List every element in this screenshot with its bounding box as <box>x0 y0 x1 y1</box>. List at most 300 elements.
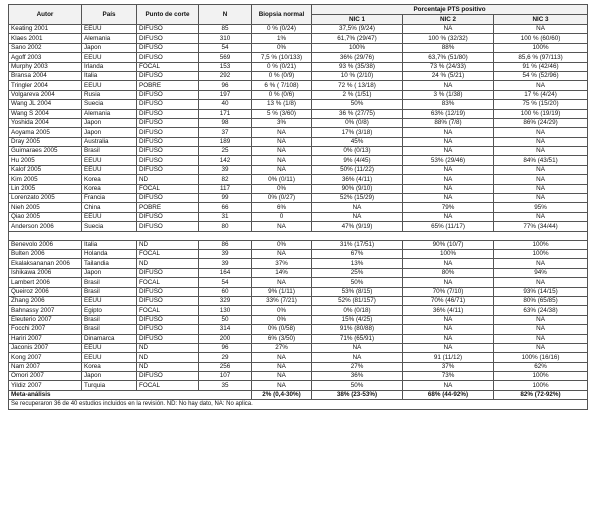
cell-n: 292 <box>199 71 252 80</box>
cell-pais: EEUU <box>82 353 137 362</box>
cell-biopsia-normal: 1% <box>252 34 312 43</box>
header-nic3: NIC 3 <box>494 15 588 25</box>
cell-n: 39 <box>199 165 252 174</box>
cell-punto-de-corte: DIFUSO <box>137 43 199 52</box>
cell-biopsia-normal: 0% <box>252 240 312 249</box>
cell-biopsia-normal: 9% (1/11) <box>252 287 312 296</box>
cell-autor: Wang JL 2004 <box>9 100 82 109</box>
cell-biopsia-normal: NA <box>252 362 312 371</box>
cell-nic1: 52% (15/29) <box>312 194 403 203</box>
cell-n: 171 <box>199 109 252 118</box>
cell-nic3: 100% <box>494 249 588 258</box>
cell-n: 189 <box>199 137 252 146</box>
cell-pais: Brasil <box>82 315 137 324</box>
cell-nic2: NA <box>403 212 494 221</box>
cell-nic3: 100% (16/16) <box>494 353 588 362</box>
footnote-row <box>9 400 588 409</box>
cell-nic3: 62% <box>494 362 588 371</box>
cell-nic1: 13% <box>312 259 403 268</box>
cell-punto-de-corte: DIFUSO <box>137 325 199 334</box>
cell-punto-de-corte: FOCAL <box>137 62 199 71</box>
cell-nic3: 100% <box>494 43 588 52</box>
cell-n: 200 <box>199 334 252 343</box>
cell-pais: EEUU <box>82 156 137 165</box>
cell-autor: Wang S 2004 <box>9 109 82 118</box>
cell-autor: Agoff 2003 <box>9 53 82 62</box>
cell-pais: EEUU <box>82 53 137 62</box>
cell-autor: Kim 2005 <box>9 175 82 184</box>
cell-n: 54 <box>199 278 252 287</box>
table-row <box>9 306 588 315</box>
cell-n: 142 <box>199 156 252 165</box>
cell-autor: Volgareva 2004 <box>9 90 82 99</box>
cell-punto-de-corte: DIFUSO <box>137 25 199 34</box>
cell-autor: Lambert 2006 <box>9 278 82 287</box>
cell-punto-de-corte: DIFUSO <box>137 53 199 62</box>
cell-nic2: 83% <box>403 100 494 109</box>
cell-punto-de-corte: DIFUSO <box>137 212 199 221</box>
cell-nic2: NA <box>403 315 494 324</box>
cell-autor: Tringler 2004 <box>9 81 82 90</box>
cell-nic2: 37% <box>403 362 494 371</box>
cell-nic1: 0% (0/8) <box>312 118 403 127</box>
table-row <box>9 212 588 221</box>
cell-pais: EEUU <box>82 343 137 352</box>
cell-autor: Bulten 2006 <box>9 249 82 258</box>
table-row <box>9 353 588 362</box>
cell-autor: Bahnassy 2007 <box>9 306 82 315</box>
cell-nic2: 91 (11/12) <box>403 353 494 362</box>
cell-n: 329 <box>199 296 252 305</box>
cell-pais: Japon <box>82 118 137 127</box>
cell-autor: Hariri 2007 <box>9 334 82 343</box>
table-footer <box>9 390 588 409</box>
cell-nic2: 88% (7/8) <box>403 118 494 127</box>
cell-biopsia-normal: NA <box>252 222 312 231</box>
cell-nic1: 0% (0/18) <box>312 306 403 315</box>
cell-pais: Japon <box>82 268 137 277</box>
cell-biopsia-normal: NA <box>252 278 312 287</box>
table-row <box>9 109 588 118</box>
cell-punto-de-corte: DIFUSO <box>137 118 199 127</box>
cell-biopsia-normal: NA <box>252 147 312 156</box>
header-autor: Autor <box>9 5 82 25</box>
cell-n: 98 <box>199 118 252 127</box>
meta-analysis-biopsia: 2% (0,4-30%) <box>252 390 312 399</box>
table-row <box>9 343 588 352</box>
meta-analysis-nic2: 68% (44-92%) <box>403 390 494 399</box>
cell-biopsia-normal: NA <box>252 372 312 381</box>
table-row <box>9 81 588 90</box>
cell-autor: Queiroz 2006 <box>9 287 82 296</box>
cell-nic2: NA <box>403 25 494 34</box>
cell-autor: Dray 2005 <box>9 137 82 146</box>
cell-n: 130 <box>199 306 252 315</box>
cell-punto-de-corte: FOCAL <box>137 278 199 287</box>
cell-autor: Jaconis 2007 <box>9 343 82 352</box>
cell-nic2: 79% <box>403 203 494 212</box>
cell-n: 153 <box>199 62 252 71</box>
cell-biopsia-normal: 33% (7/21) <box>252 296 312 305</box>
cell-pais: EEUU <box>82 296 137 305</box>
cell-nic1: 36% <box>312 372 403 381</box>
cell-nic1: 52% (81/157) <box>312 296 403 305</box>
cell-pais: Alemania <box>82 34 137 43</box>
cell-n: 31 <box>199 212 252 221</box>
cell-nic3: NA <box>494 25 588 34</box>
table-row <box>9 62 588 71</box>
cell-n: 39 <box>199 249 252 258</box>
cell-nic2: 3 % (1/38) <box>403 90 494 99</box>
cell-nic1: 25% <box>312 268 403 277</box>
table-row <box>9 372 588 381</box>
table-row <box>9 334 588 343</box>
cell-nic3: NA <box>494 325 588 334</box>
cell-nic1: NA <box>312 353 403 362</box>
meta-analysis-row <box>9 390 588 399</box>
cell-n: 37 <box>199 128 252 137</box>
table-row <box>9 381 588 390</box>
cell-biopsia-normal: 0% <box>252 43 312 52</box>
cell-biopsia-normal: 37% <box>252 259 312 268</box>
cell-autor: Focchi 2007 <box>9 325 82 334</box>
cell-autor: Nam 2007 <box>9 362 82 371</box>
table-row <box>9 240 588 249</box>
cell-nic2: 70% (7/10) <box>403 287 494 296</box>
cell-biopsia-normal: 0 % (0/9) <box>252 71 312 80</box>
cell-nic3: NA <box>494 81 588 90</box>
cell-n: 25 <box>199 147 252 156</box>
cell-pais: Brasil <box>82 278 137 287</box>
cell-autor: Aoyama 2005 <box>9 128 82 137</box>
cell-nic3: 100 % (60/60) <box>494 34 588 43</box>
table-row <box>9 156 588 165</box>
cell-nic3: NA <box>494 128 588 137</box>
cell-nic1: 37,5% (9/24) <box>312 25 403 34</box>
cell-n: 66 <box>199 203 252 212</box>
cell-punto-de-corte: DIFUSO <box>137 109 199 118</box>
cell-autor: Nieh 2005 <box>9 203 82 212</box>
cell-pais: EEUU <box>82 165 137 174</box>
cell-nic3: NA <box>494 278 588 287</box>
cell-punto-de-corte: DIFUSO <box>137 137 199 146</box>
cell-n: 29 <box>199 353 252 362</box>
cell-biopsia-normal: 0% (0/27) <box>252 194 312 203</box>
cell-n: 96 <box>199 81 252 90</box>
cell-nic1: 10 % (2/10) <box>312 71 403 80</box>
cell-nic3: 100% <box>494 240 588 249</box>
cell-nic3: NA <box>494 184 588 193</box>
cell-biopsia-normal: 6% (3/50) <box>252 334 312 343</box>
cell-pais: Italia <box>82 71 137 80</box>
cell-nic2: NA <box>403 278 494 287</box>
table-row <box>9 315 588 324</box>
cell-biopsia-normal: NA <box>252 156 312 165</box>
table-row <box>9 118 588 127</box>
cell-nic2: NA <box>403 259 494 268</box>
separator-row <box>9 231 588 240</box>
cell-nic2: NA <box>403 175 494 184</box>
cell-nic2: NA <box>403 184 494 193</box>
header-nic1: NIC 1 <box>312 15 403 25</box>
cell-nic1: 27% <box>312 362 403 371</box>
cell-nic1: 50% <box>312 278 403 287</box>
separator-cell <box>9 231 588 240</box>
cell-pais: Tailandia <box>82 259 137 268</box>
cell-pais: Brasil <box>82 325 137 334</box>
cell-nic3: 94% <box>494 268 588 277</box>
cell-n: 197 <box>199 90 252 99</box>
cell-n: 82 <box>199 175 252 184</box>
cell-pais: EEUU <box>82 81 137 90</box>
cell-nic1: 53% (8/15) <box>312 287 403 296</box>
cell-n: 314 <box>199 325 252 334</box>
cell-autor: Anderson 2006 <box>9 222 82 231</box>
cell-punto-de-corte: ND <box>137 343 199 352</box>
cell-nic1: 9% (4/45) <box>312 156 403 165</box>
cell-autor: Yoshida 2004 <box>9 118 82 127</box>
cell-nic1: NA <box>312 212 403 221</box>
table-row <box>9 25 588 34</box>
cell-nic3: NA <box>494 147 588 156</box>
cell-n: 164 <box>199 268 252 277</box>
cell-nic2: 63,7% (51/80) <box>403 53 494 62</box>
cell-n: 39 <box>199 259 252 268</box>
cell-nic1: NA <box>312 203 403 212</box>
cell-pais: Brasil <box>82 287 137 296</box>
cell-autor: Eleuterio 2007 <box>9 315 82 324</box>
table-body-group-1 <box>9 25 588 232</box>
cell-autor: Zhang 2006 <box>9 296 82 305</box>
cell-punto-de-corte: ND <box>137 362 199 371</box>
cell-nic3: 80% (65/85) <box>494 296 588 305</box>
cell-biopsia-normal: NA <box>252 137 312 146</box>
cell-autor: Sano 2002 <box>9 43 82 52</box>
cell-nic3: NA <box>494 175 588 184</box>
cell-punto-de-corte: DIFUSO <box>137 315 199 324</box>
table-row <box>9 249 588 258</box>
cell-pais: Korea <box>82 362 137 371</box>
table-row <box>9 259 588 268</box>
cell-punto-de-corte: ND <box>137 259 199 268</box>
table-row <box>9 137 588 146</box>
cell-biopsia-normal: NA <box>252 249 312 258</box>
table-row <box>9 71 588 80</box>
table-body-group-2 <box>9 240 588 390</box>
cell-biopsia-normal: 0 % (0/6) <box>252 90 312 99</box>
cell-biopsia-normal: 0 <box>252 212 312 221</box>
cell-nic2: NA <box>403 381 494 390</box>
cell-punto-de-corte: POBRE <box>137 203 199 212</box>
cell-biopsia-normal: 0% <box>252 306 312 315</box>
cell-autor: Guimaraes 2005 <box>9 147 82 156</box>
cell-biopsia-normal: NA <box>252 381 312 390</box>
cell-n: 117 <box>199 184 252 193</box>
cell-biopsia-normal: 0% (0/11) <box>252 175 312 184</box>
cell-n: 86 <box>199 240 252 249</box>
cell-pais: EEUU <box>82 25 137 34</box>
meta-analysis-nic1: 38% (23-53%) <box>312 390 403 399</box>
cell-nic3: NA <box>494 343 588 352</box>
cell-punto-de-corte: DIFUSO <box>137 71 199 80</box>
cell-biopsia-normal: NA <box>252 165 312 174</box>
cell-nic3: 63% (24/38) <box>494 306 588 315</box>
cell-pais: Suecia <box>82 222 137 231</box>
cell-pais: Brasil <box>82 147 137 156</box>
cell-n: 256 <box>199 362 252 371</box>
cell-nic2: NA <box>403 165 494 174</box>
cell-punto-de-corte: ND <box>137 175 199 184</box>
cell-pais: Korea <box>82 175 137 184</box>
studies-table <box>8 4 588 410</box>
cell-nic1: 90% (9/10) <box>312 184 403 193</box>
cell-punto-de-corte: DIFUSO <box>137 222 199 231</box>
cell-nic2: 90% (10/7) <box>403 240 494 249</box>
header-row-1 <box>9 5 588 15</box>
cell-pais: Egipto <box>82 306 137 315</box>
table-row <box>9 128 588 137</box>
cell-pais: Irlanda <box>82 62 137 71</box>
cell-nic3: 77% (34/44) <box>494 222 588 231</box>
cell-nic2: 70% (46/71) <box>403 296 494 305</box>
cell-n: 310 <box>199 34 252 43</box>
cell-pais: China <box>82 203 137 212</box>
cell-biopsia-normal: 5 % (3/60) <box>252 109 312 118</box>
cell-nic1: 36% (4/11) <box>312 175 403 184</box>
cell-nic2: 24 % (5/21) <box>403 71 494 80</box>
cell-nic3: NA <box>494 212 588 221</box>
cell-n: 40 <box>199 100 252 109</box>
cell-punto-de-corte: FOCAL <box>137 184 199 193</box>
group-separator <box>9 231 588 240</box>
cell-punto-de-corte: DIFUSO <box>137 296 199 305</box>
cell-pais: Francia <box>82 194 137 203</box>
cell-punto-de-corte: DIFUSO <box>137 147 199 156</box>
cell-nic1: 47% (9/19) <box>312 222 403 231</box>
cell-nic1: 2 % (1/51) <box>312 90 403 99</box>
cell-biopsia-normal: 0 % (0/21) <box>252 62 312 71</box>
cell-nic1: 72 % ( 13/18) <box>312 81 403 90</box>
cell-nic1: 93 % (35/38) <box>312 62 403 71</box>
cell-nic3: NA <box>494 334 588 343</box>
meta-analysis-nic3: 82% (72-92%) <box>494 390 588 399</box>
cell-nic3: 95% <box>494 203 588 212</box>
cell-punto-de-corte: DIFUSO <box>137 194 199 203</box>
cell-pais: EEUU <box>82 212 137 221</box>
cell-n: 54 <box>199 43 252 52</box>
header-punto-de-corte: Punto de corte <box>137 5 199 25</box>
table-row <box>9 43 588 52</box>
cell-nic2: 65% (11/17) <box>403 222 494 231</box>
cell-nic2: NA <box>403 137 494 146</box>
cell-nic2: 73 % (24/33) <box>403 62 494 71</box>
table-row <box>9 34 588 43</box>
cell-n: 107 <box>199 372 252 381</box>
cell-autor: Kalof 2005 <box>9 165 82 174</box>
cell-punto-de-corte: DIFUSO <box>137 100 199 109</box>
cell-nic1: 0% (0/13) <box>312 147 403 156</box>
cell-nic3: 54 % (52/96) <box>494 71 588 80</box>
header-porcentaje-pts-positivo: Porcentaje PTS positivo <box>312 5 588 15</box>
cell-biopsia-normal: 6% <box>252 203 312 212</box>
cell-punto-de-corte: FOCAL <box>137 306 199 315</box>
cell-biopsia-normal: NA <box>252 128 312 137</box>
cell-punto-de-corte: ND <box>137 353 199 362</box>
cell-n: 96 <box>199 343 252 352</box>
cell-autor: Lin 2005 <box>9 184 82 193</box>
cell-nic1: 45% <box>312 137 403 146</box>
cell-nic2: 63% (12/19) <box>403 109 494 118</box>
cell-nic1: 50% <box>312 381 403 390</box>
cell-pais: Japon <box>82 128 137 137</box>
cell-nic2: NA <box>403 334 494 343</box>
cell-nic3: 91 % (42/46) <box>494 62 588 71</box>
cell-nic2: 100 % (32/32) <box>403 34 494 43</box>
cell-biopsia-normal: 6 % ( 7/108) <box>252 81 312 90</box>
cell-autor: Murphy 2003 <box>9 62 82 71</box>
cell-punto-de-corte: DIFUSO <box>137 334 199 343</box>
table-row <box>9 287 588 296</box>
cell-pais: Australia <box>82 137 137 146</box>
cell-pais: Suecia <box>82 100 137 109</box>
cell-pais: Korea <box>82 184 137 193</box>
cell-nic2: NA <box>403 343 494 352</box>
header-nic2: NIC 2 <box>403 15 494 25</box>
cell-nic1: 100% <box>312 43 403 52</box>
table-row <box>9 203 588 212</box>
cell-biopsia-normal: 7,5 % (10/133) <box>252 53 312 62</box>
cell-nic3: 100% <box>494 381 588 390</box>
cell-punto-de-corte: DIFUSO <box>137 287 199 296</box>
cell-nic1: 61,7% (29/47) <box>312 34 403 43</box>
cell-autor: Klaes 2001 <box>9 34 82 43</box>
cell-nic1: 17% (3/18) <box>312 128 403 137</box>
cell-n: 99 <box>199 194 252 203</box>
cell-autor: Ishikawa 2006 <box>9 268 82 277</box>
cell-pais: Turquia <box>82 381 137 390</box>
cell-pais: Rusia <box>82 90 137 99</box>
cell-biopsia-normal: 0% (0/58) <box>252 325 312 334</box>
cell-autor: Keating 2001 <box>9 25 82 34</box>
cell-nic3: 86% (24/29) <box>494 118 588 127</box>
cell-autor: Benevolo 2006 <box>9 240 82 249</box>
footnote: Se recuperaron 36 de 40 estudios incluidos en la revisión. ND: No hay dato, NA: No aplica. <box>9 400 588 409</box>
cell-nic2: 73% <box>403 372 494 381</box>
table-row <box>9 325 588 334</box>
cell-nic3: NA <box>494 194 588 203</box>
cell-nic2: 80% <box>403 268 494 277</box>
table-row <box>9 100 588 109</box>
cell-nic2: NA <box>403 128 494 137</box>
table-row <box>9 184 588 193</box>
cell-nic1: 67% <box>312 249 403 258</box>
cell-nic1: 31% (17/51) <box>312 240 403 249</box>
cell-punto-de-corte: DIFUSO <box>137 34 199 43</box>
table-row <box>9 362 588 371</box>
table-row <box>9 194 588 203</box>
cell-punto-de-corte: ND <box>137 240 199 249</box>
cell-nic1: 36 % (27/75) <box>312 109 403 118</box>
cell-punto-de-corte: DIFUSO <box>137 165 199 174</box>
cell-autor: Kong 2007 <box>9 353 82 362</box>
cell-n: 569 <box>199 53 252 62</box>
cell-nic2: NA <box>403 194 494 203</box>
cell-punto-de-corte: DIFUSO <box>137 268 199 277</box>
cell-biopsia-normal: 3% <box>252 118 312 127</box>
cell-biopsia-normal: 0% <box>252 184 312 193</box>
cell-nic3: NA <box>494 315 588 324</box>
cell-pais: Italia <box>82 240 137 249</box>
